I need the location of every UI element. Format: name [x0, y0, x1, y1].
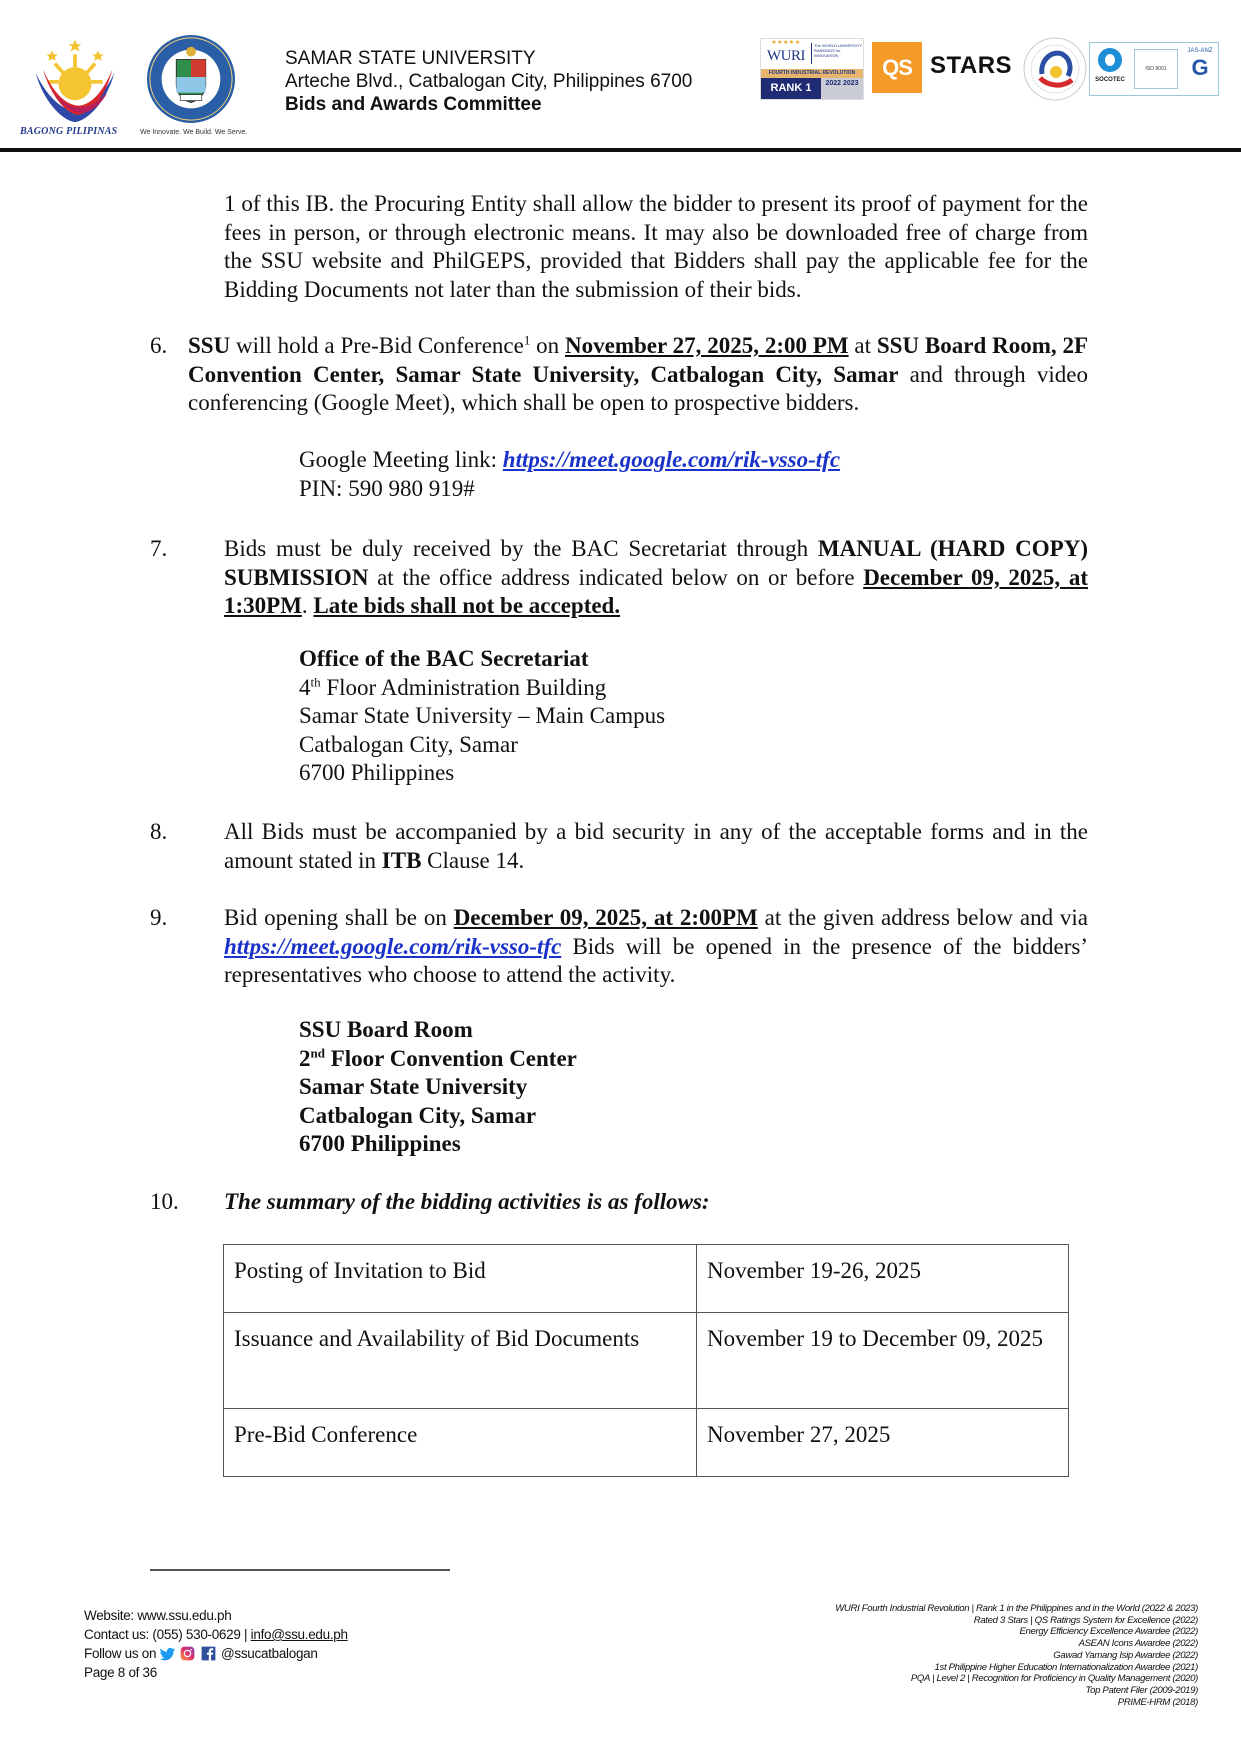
award-line: Top Patent Filer (2009-2019) — [1085, 1684, 1198, 1696]
item-8-t1: All Bids must be accompanied by a bid security in any of the acceptable forms and in the amount stated in — [224, 819, 1088, 873]
schedule-row — [224, 1409, 1069, 1477]
board-country: 6700 Philippines — [299, 1131, 461, 1157]
board-city: Catbalogan City, Samar — [299, 1102, 537, 1128]
footer-awards — [835, 1603, 1198, 1708]
bac-country: 6700 Philippines — [299, 760, 455, 786]
item-6-ssu: SSU — [188, 333, 231, 358]
footer-contact-line: Contact us: (055) 530-0629 | info@ssu.edu.ph — [84, 1627, 348, 1642]
bac-city: Catbalogan City, Samar — [299, 731, 518, 757]
award-line: Rated 3 Stars | QS Ratings System for Excellence (2022) — [973, 1614, 1198, 1626]
wuri-top-row — [761, 39, 863, 69]
org-address: Arteche Blvd., Catbalogan City, Philippines 6700 — [285, 71, 693, 92]
pqa-seal-logo — [1022, 36, 1088, 102]
board-room-address — [299, 1016, 577, 1159]
letterhead — [0, 0, 1241, 152]
item-6-t2: will hold a Pre-Bid Conference — [230, 333, 524, 358]
award-line: 1st Philippine Higher Education Internationalization Awardee (2021) — [934, 1661, 1198, 1673]
jas-anz-mark: G — [1191, 55, 1209, 80]
item-8-t2: Clause 14. — [421, 847, 525, 873]
socotec-column — [1090, 43, 1130, 95]
meet-link-label: Google Meeting link: — [299, 447, 503, 472]
bagong-pilipinas-logo — [20, 36, 130, 124]
footer-follow-line: Follow us on @ssucatbalogan — [84, 1646, 318, 1661]
meet-pin: PIN: 590 980 919# — [299, 476, 475, 501]
org-name: SAMAR STATE UNIVERSITY — [285, 48, 536, 69]
header-divider — [0, 148, 1241, 152]
wuri-badge — [760, 38, 864, 100]
footnote-marker[interactable]: 1 — [523, 332, 531, 348]
item-6-t5: and through video conferencing (Google Meet), which shall be open to prospective bidders. — [188, 361, 1088, 416]
instagram-icon[interactable] — [180, 1646, 195, 1661]
item-9-number: 9. — [150, 905, 168, 930]
bac-office: Office of the BAC Secretariat — [299, 646, 589, 671]
item-10-number: 10. — [150, 1189, 179, 1214]
wuri-band: FOURTH INDUSTRIAL REVOLUTION — [761, 69, 863, 78]
schedule-row — [224, 1313, 1069, 1409]
wuri-years: 2022 2023 — [821, 78, 863, 99]
jas-anz-column — [1182, 43, 1218, 95]
socotec-label: SOCOTEC — [1095, 77, 1125, 83]
award-line: Energy Efficiency Excellence Awardee (2022) — [1019, 1626, 1198, 1638]
prebid-venue: SSU Board Room, 2F Convention Center, Samar State University, Catbalogan City, Samar — [188, 333, 1089, 387]
board-room: SSU Board Room — [299, 1017, 473, 1042]
item-9-t3: Bids will be opened in the presence of the bidders’ representatives who choose to attend the activity. — [224, 933, 1088, 988]
socotec-iso-badge — [1089, 42, 1219, 96]
facebook-icon[interactable] — [201, 1646, 216, 1661]
itb-ref: ITB — [381, 847, 422, 873]
footer-website: Website: www.ssu.edu.ph — [84, 1608, 232, 1623]
award-line: ASEAN Icons Awardee (2022) — [1078, 1638, 1198, 1650]
footnote-separator — [150, 1569, 450, 1571]
wuri-side-text: The WORLD UNIVERSITY RANKINGS for INNOVATION — [811, 43, 862, 64]
item-7-t1: Bids must be duly received by the BAC Secretariat through — [224, 536, 818, 561]
star-icons: ★★★★★ — [771, 40, 801, 46]
intro-paragraph: 1 of this IB. the Procuring Entity shall allow the bidder to present its proof of payment for the fees in person, or through electronic means. It may also be downloaded free of charge from the SSU website and PhilGEPS, provided that Bidders shall pay the applicable fee for the Bidding Documents not later than the submission of their bids. — [224, 191, 1088, 302]
bid-opening-meet-link[interactable]: https://meet.google.com/rik-vsso-tfc — [224, 933, 562, 959]
committee-name: Bids and Awards Committee — [285, 94, 542, 115]
item-6-t3: on — [530, 333, 566, 358]
wuri-bottom-row — [761, 78, 863, 99]
ssu-tagline: We Innovate. We Build. We Serve. — [140, 129, 248, 136]
schedule-activity: Pre-Bid Conference — [224, 1409, 697, 1477]
schedule-date: November 19 to December 09, 2025 — [697, 1313, 1069, 1409]
jas-anz-label: JAS-ANZ — [1187, 48, 1213, 54]
meet-link-line — [299, 446, 840, 475]
bac-campus: Samar State University – Main Campus — [299, 703, 666, 729]
item-6-text — [188, 332, 1088, 418]
item-9-t2: at the given address below and via — [757, 905, 1089, 930]
item-6-number: 6. — [150, 333, 168, 358]
item-7-t2: at the office address indicated below on or before — [368, 564, 864, 590]
item-7-number: 7. — [150, 536, 168, 561]
award-line: Gawad Yamang Isip Awardee (2022) — [1053, 1649, 1198, 1661]
bac-address — [299, 645, 665, 788]
page-number: Page 8 of 36 — [84, 1665, 157, 1680]
footer-email-link[interactable]: info@ssu.edu.ph — [250, 1627, 348, 1642]
board-university: Samar State University — [299, 1074, 528, 1100]
prebid-date: November 27, 2025, 2:00 PM — [565, 333, 849, 358]
late-bids-notice: Late bids shall not be accepted. — [313, 593, 621, 619]
award-line: WURI Fourth Industrial Revolution | Rank 1 in the Philippines and in the World (2022 & 2023) — [835, 1603, 1198, 1614]
wuri-name: WURI — [767, 48, 805, 64]
board-floor: 2nd Floor Convention Center — [299, 1044, 577, 1071]
item-7-text — [224, 535, 1088, 621]
footer-handle: @ssucatbalogan — [221, 1646, 318, 1661]
item-7-t3: . — [301, 593, 314, 619]
schedule-date: November 27, 2025 — [697, 1409, 1069, 1477]
iso-label: ISO 9001 — [1134, 49, 1178, 89]
qs-stars-text: STARS — [930, 52, 1013, 79]
socotec-icon — [1098, 48, 1122, 72]
item-6-t4: at — [848, 333, 877, 358]
item-9-text — [224, 904, 1088, 990]
item-8-number: 8. — [150, 819, 168, 844]
wuri-rank: RANK 1 — [761, 78, 821, 99]
bidding-schedule-table — [223, 1244, 1069, 1477]
schedule-activity: Issuance and Availability of Bid Documents — [224, 1313, 697, 1409]
twitter-icon[interactable] — [160, 1646, 175, 1661]
award-line: PQA | Level 2 | Recognition for Proficiency in Quality Management (2020) — [910, 1673, 1198, 1685]
footer-contact — [84, 1606, 348, 1682]
google-meet-link[interactable]: https://meet.google.com/rik-vsso-tfc — [502, 447, 841, 472]
submission-mode: MANUAL (HARD COPY) SUBMISSION — [224, 536, 1088, 590]
ssu-seal-logo — [142, 34, 240, 124]
submission-deadline: December 09, 2025, at 1:30PM — [224, 564, 1088, 619]
item-9-t1: Bid opening shall be on — [224, 905, 454, 930]
wuri-name-column — [761, 39, 811, 69]
item-8-text — [224, 818, 1088, 875]
award-line: PRIME-HRM (2018) — [1117, 1696, 1198, 1708]
schedule-activity: Posting of Invitation to Bid — [224, 1245, 697, 1313]
letterhead-text — [285, 47, 692, 116]
item-10-text: The summary of the bidding activities is as follows: — [224, 1189, 710, 1214]
bid-opening-date: December 09, 2025, at 2:00PM — [453, 905, 758, 930]
schedule-row — [224, 1245, 1069, 1313]
bac-floor: 4th Floor Administration Building — [299, 673, 607, 700]
schedule-date: November 19-26, 2025 — [697, 1245, 1069, 1313]
qs-logo: QS — [872, 42, 922, 93]
bagong-pilipinas-text: BAGONG PILIPINAS — [20, 126, 118, 137]
